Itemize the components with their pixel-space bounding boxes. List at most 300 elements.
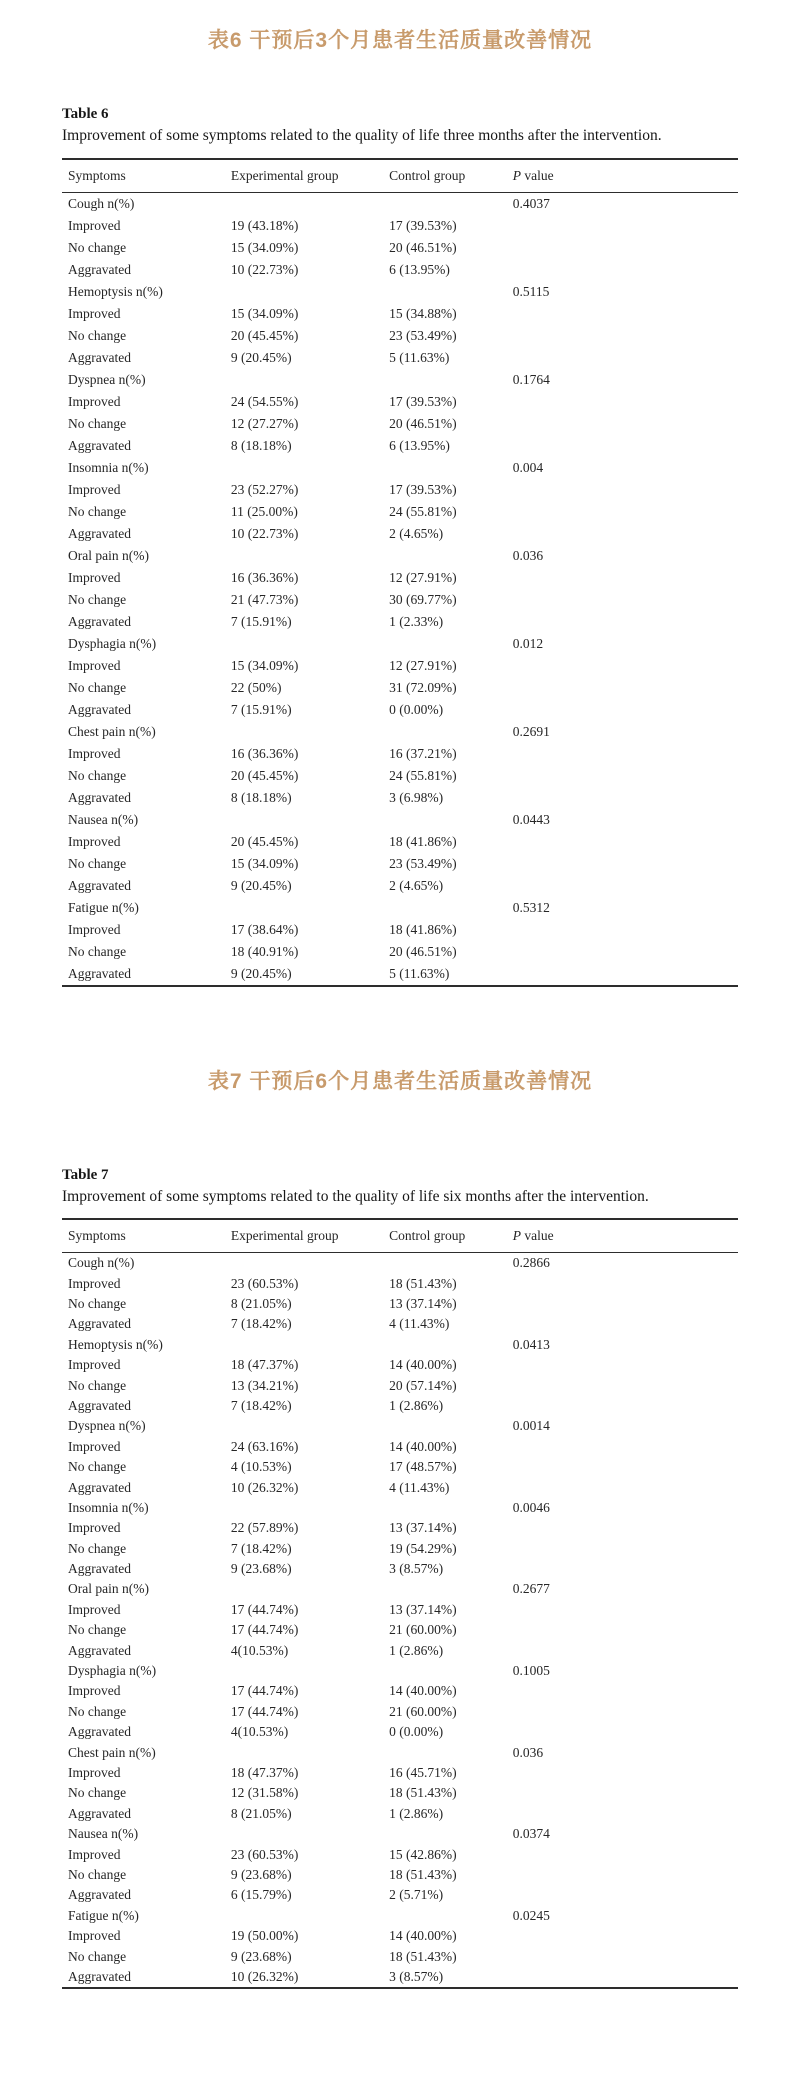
outcome-label-cell: Aggravated <box>68 1561 131 1577</box>
experimental-value-cell: 8 (18.18%) <box>230 789 292 805</box>
experimental-value-cell: 23 (52.27%) <box>230 481 299 497</box>
symptom-outcome-row <box>62 1396 738 1416</box>
symptom-name-cell: Fatigue n(%) <box>68 1907 139 1923</box>
symptom-outcome-row <box>62 1681 738 1701</box>
symptom-name-cell: Nausea n(%) <box>68 1826 139 1842</box>
experimental-value-cell: 15 (34.09%) <box>230 305 299 321</box>
symptom-outcome-row <box>62 479 738 501</box>
outcome-label-cell: No change <box>68 679 127 695</box>
control-value-cell: 19 (54.29%) <box>389 1540 457 1556</box>
control-value-cell: 1 (2.86%) <box>389 1642 444 1658</box>
symptom-outcome-row <box>62 1355 738 1375</box>
control-value-cell <box>383 721 507 743</box>
p-value-cell <box>507 963 738 986</box>
outcome-label-cell: No change <box>68 1540 127 1556</box>
control-value-cell <box>383 1498 507 1518</box>
experimental-value-cell: 9 (20.45%) <box>230 965 292 981</box>
outcome-label-cell: No change <box>68 1785 127 1801</box>
symptom-name-cell: Oral pain n(%) <box>68 547 149 563</box>
outcome-label-cell: Improved <box>68 305 121 321</box>
experimental-value-cell: 4 (10.53%) <box>230 1459 292 1475</box>
symptom-name-cell: Fatigue n(%) <box>68 899 139 915</box>
table6-caption: Improvement of some symptoms related to the quality of life three months after the intervention. <box>62 127 662 144</box>
p-value-cell <box>507 743 738 765</box>
outcome-label-cell: No change <box>68 591 127 607</box>
column-header-control: Control group <box>383 1219 507 1253</box>
symptom-group-row <box>62 1906 738 1926</box>
experimental-value-cell: 8 (18.18%) <box>230 437 292 453</box>
outcome-label-cell: Improved <box>68 569 121 585</box>
symptom-outcome-row <box>62 1967 738 1988</box>
control-value-cell: 17 (39.53%) <box>389 393 457 409</box>
outcome-label-cell: No change <box>68 767 127 783</box>
table6-symptoms-table <box>62 158 738 987</box>
outcome-label-cell: No change <box>68 855 127 871</box>
p-value-cell <box>507 1681 738 1701</box>
symptom-outcome-row <box>62 1376 738 1396</box>
control-value-cell: 18 (51.43%) <box>389 1948 457 1964</box>
control-value-cell: 3 (8.57%) <box>389 1561 444 1577</box>
symptom-outcome-row <box>62 853 738 875</box>
symptom-outcome-row <box>62 567 738 589</box>
outcome-label-cell: Improved <box>68 1846 121 1862</box>
experimental-value-cell: 4(10.53%) <box>230 1724 289 1740</box>
experimental-value-cell: 13 (34.21%) <box>230 1377 299 1393</box>
experimental-value-cell <box>225 1579 383 1599</box>
symptom-outcome-row <box>62 501 738 523</box>
control-value-cell: 17 (39.53%) <box>389 481 457 497</box>
control-value-cell <box>383 457 507 479</box>
symptom-name-cell: Dysphagia n(%) <box>68 635 157 651</box>
symptom-outcome-row <box>62 1437 738 1457</box>
symptom-name-cell: Dyspnea n(%) <box>68 371 146 387</box>
experimental-value-cell: 10 (22.73%) <box>230 261 299 277</box>
experimental-value-cell: 19 (50.00%) <box>230 1928 299 1944</box>
p-value-cell <box>507 1804 738 1824</box>
column-header-symptoms: Symptoms <box>62 159 225 193</box>
experimental-value-cell: 9 (23.68%) <box>230 1866 292 1882</box>
experimental-value-cell: 9 (20.45%) <box>230 877 292 893</box>
symptom-name-cell: Nausea n(%) <box>68 811 139 827</box>
control-value-cell: 14 (40.00%) <box>389 1683 457 1699</box>
outcome-label-cell: Improved <box>68 481 121 497</box>
outcome-label-cell: No change <box>68 415 127 431</box>
control-value-cell: 24 (55.81%) <box>389 767 457 783</box>
p-value-cell <box>507 787 738 809</box>
experimental-value-cell <box>225 369 383 391</box>
experimental-value-cell: 20 (45.45%) <box>230 833 299 849</box>
p-value-cell: 0.5312 <box>512 899 550 915</box>
p-value-cell <box>507 941 738 963</box>
table6-label: Table 6 <box>62 106 109 122</box>
experimental-value-cell: 22 (57.89%) <box>230 1520 299 1536</box>
p-value-cell <box>507 413 738 435</box>
symptom-outcome-row <box>62 237 738 259</box>
symptom-outcome-row <box>62 1620 738 1640</box>
symptom-outcome-row <box>62 347 738 369</box>
experimental-value-cell: 12 (27.27%) <box>230 415 299 431</box>
control-value-cell: 31 (72.09%) <box>389 679 457 695</box>
symptom-group-row <box>62 721 738 743</box>
outcome-label-cell: Aggravated <box>68 789 131 805</box>
p-value-cell: 0.004 <box>512 459 544 475</box>
symptom-outcome-row <box>62 589 738 611</box>
outcome-label-cell: No change <box>68 1459 127 1475</box>
outcome-label-cell: No change <box>68 503 127 519</box>
symptom-outcome-row <box>62 215 738 237</box>
experimental-value-cell <box>225 1498 383 1518</box>
column-header-pvalue: P value <box>507 1219 738 1253</box>
symptom-group-row <box>62 1579 738 1599</box>
symptom-name-cell: Cough n(%) <box>68 1255 135 1271</box>
outcome-label-cell: Aggravated <box>68 349 131 365</box>
outcome-label-cell: No change <box>68 327 127 343</box>
symptom-outcome-row <box>62 1926 738 1946</box>
outcome-label-cell: Improved <box>68 217 121 233</box>
table6-header-row <box>62 159 738 193</box>
control-value-cell: 14 (40.00%) <box>389 1928 457 1944</box>
p-value-cell <box>507 523 738 545</box>
control-value-cell: 13 (37.14%) <box>389 1520 457 1536</box>
symptom-name-cell: Dyspnea n(%) <box>68 1418 146 1434</box>
experimental-value-cell <box>225 897 383 919</box>
p-value-cell <box>507 391 738 413</box>
symptom-outcome-row <box>62 699 738 721</box>
control-value-cell: 23 (53.49%) <box>389 855 457 871</box>
control-value-cell: 21 (60.00%) <box>389 1703 457 1719</box>
p-value-cell <box>507 1600 738 1620</box>
table7-label: Table 7 <box>62 1166 109 1183</box>
p-value-cell: 0.0046 <box>512 1499 550 1515</box>
experimental-value-cell <box>225 721 383 743</box>
control-value-cell: 21 (60.00%) <box>389 1622 457 1638</box>
control-value-cell: 14 (40.00%) <box>389 1438 457 1454</box>
control-value-cell <box>383 1906 507 1926</box>
p-value-cell <box>507 1396 738 1416</box>
experimental-value-cell: 18 (40.91%) <box>230 943 299 959</box>
outcome-label-cell: Aggravated <box>68 1316 131 1332</box>
control-value-cell: 3 (8.57%) <box>389 1968 444 1984</box>
control-value-cell: 5 (11.63%) <box>389 965 450 981</box>
column-header-symptoms: Symptoms <box>62 1219 225 1253</box>
control-value-cell <box>383 281 507 303</box>
outcome-label-cell: Improved <box>68 1357 121 1373</box>
experimental-value-cell: 7 (18.42%) <box>230 1540 292 1556</box>
outcome-label-cell: Aggravated <box>68 965 131 981</box>
control-value-cell: 13 (37.14%) <box>389 1296 457 1311</box>
p-value-cell <box>507 1967 738 1988</box>
table7-body <box>62 1253 738 1989</box>
experimental-value-cell: 17 (44.74%) <box>230 1703 299 1719</box>
p-value-cell <box>507 215 738 237</box>
p-value-cell <box>507 501 738 523</box>
experimental-value-cell: 15 (34.09%) <box>230 855 299 871</box>
control-value-cell: 1 (2.86%) <box>389 1805 444 1821</box>
control-value-cell <box>383 1579 507 1599</box>
outcome-label-cell: Aggravated <box>68 1968 131 1984</box>
experimental-value-cell: 9 (23.68%) <box>230 1948 292 1964</box>
outcome-label-cell: No change <box>68 1866 127 1882</box>
outcome-label-cell: No change <box>68 1948 127 1964</box>
symptom-name-cell: Insomnia n(%) <box>68 459 149 475</box>
p-value-cell: 0.0374 <box>512 1826 550 1842</box>
experimental-value-cell: 7 (18.42%) <box>230 1397 292 1413</box>
p-value-cell <box>507 1947 738 1967</box>
p-value-cell: 0.1764 <box>512 371 550 387</box>
control-value-cell: 0 (0.00%) <box>389 1724 444 1740</box>
experimental-value-cell: 12 (31.58%) <box>230 1785 299 1801</box>
symptom-outcome-row <box>62 391 738 413</box>
outcome-label-cell: Improved <box>68 745 121 761</box>
experimental-value-cell: 10 (26.32%) <box>230 1968 299 1984</box>
control-value-cell <box>383 633 507 655</box>
outcome-label-cell: No change <box>68 1377 127 1393</box>
p-value-cell <box>507 237 738 259</box>
control-value-cell: 5 (11.63%) <box>389 349 450 365</box>
symptom-outcome-row <box>62 303 738 325</box>
control-value-cell: 2 (4.65%) <box>389 525 444 541</box>
symptom-outcome-row <box>62 655 738 677</box>
experimental-value-cell: 7 (18.42%) <box>230 1316 292 1332</box>
control-value-cell: 1 (2.33%) <box>389 613 444 629</box>
symptom-outcome-row <box>62 435 738 457</box>
outcome-label-cell: Aggravated <box>68 701 131 717</box>
experimental-value-cell: 18 (47.37%) <box>230 1764 299 1780</box>
experimental-value-cell: 8 (21.05%) <box>230 1805 292 1821</box>
control-value-cell: 16 (37.21%) <box>389 745 457 761</box>
experimental-value-cell <box>225 1416 383 1436</box>
control-value-cell <box>383 1661 507 1681</box>
control-value-cell: 2 (5.71%) <box>389 1887 444 1903</box>
outcome-label-cell: No change <box>68 1703 127 1719</box>
outcome-label-cell: Improved <box>68 1764 121 1780</box>
control-value-cell <box>383 897 507 919</box>
p-value-cell: 0.0245 <box>512 1907 550 1923</box>
experimental-value-cell <box>225 1743 383 1763</box>
symptom-outcome-row <box>62 875 738 897</box>
outcome-label-cell: Improved <box>68 1275 121 1291</box>
outcome-label-cell: Aggravated <box>68 525 131 541</box>
outcome-label-cell: Improved <box>68 1601 121 1617</box>
control-value-cell: 20 (46.51%) <box>389 943 457 959</box>
experimental-value-cell <box>225 545 383 567</box>
symptom-name-cell: Oral pain n(%) <box>68 1581 149 1597</box>
p-value-cell <box>507 1620 738 1640</box>
outcome-label-cell: Aggravated <box>68 1642 131 1658</box>
control-value-cell: 4 (11.43%) <box>389 1479 450 1495</box>
symptom-outcome-row <box>62 787 738 809</box>
table7-caption: Improvement of some symptoms related to the quality of life six months after the intervention. <box>62 1187 649 1205</box>
symptom-group-row <box>62 281 738 303</box>
control-value-cell: 6 (13.95%) <box>389 437 450 453</box>
experimental-value-cell <box>225 281 383 303</box>
p-value-cell <box>507 611 738 633</box>
control-value-cell: 20 (46.51%) <box>389 415 457 431</box>
outcome-label-cell: Aggravated <box>68 877 131 893</box>
p-value-cell <box>507 1926 738 1946</box>
symptom-outcome-row <box>62 1845 738 1865</box>
control-value-cell <box>383 192 507 215</box>
p-value-cell <box>507 1457 738 1477</box>
experimental-value-cell: 18 (47.37%) <box>230 1357 299 1373</box>
experimental-value-cell <box>225 1906 383 1926</box>
control-value-cell <box>383 1824 507 1844</box>
control-value-cell: 30 (69.77%) <box>389 591 457 607</box>
control-value-cell: 1 (2.86%) <box>389 1397 444 1413</box>
experimental-value-cell: 15 (34.09%) <box>230 657 299 673</box>
table7-section <box>62 1167 738 1990</box>
symptom-name-cell: Chest pain n(%) <box>68 723 156 739</box>
symptom-group-row <box>62 545 738 567</box>
symptom-group-row <box>62 369 738 391</box>
control-value-cell: 18 (51.43%) <box>389 1785 457 1801</box>
table6-chinese-heading: 表6 干预后3个月患者生活质量改善情况 <box>207 29 593 52</box>
p-value-cell <box>507 325 738 347</box>
symptom-outcome-row <box>62 259 738 281</box>
control-value-cell: 15 (42.86%) <box>389 1846 457 1862</box>
experimental-value-cell: 15 (34.09%) <box>230 239 299 255</box>
p-value-cell: 0.1005 <box>512 1663 550 1679</box>
experimental-value-cell <box>225 1824 383 1844</box>
experimental-value-cell: 6 (15.79%) <box>230 1887 292 1903</box>
experimental-value-cell: 10 (26.32%) <box>230 1479 299 1495</box>
p-value-cell <box>507 1539 738 1559</box>
outcome-label-cell: No change <box>68 239 127 255</box>
outcome-label-cell: Improved <box>68 1928 121 1944</box>
experimental-value-cell: 10 (22.73%) <box>230 525 299 541</box>
symptom-outcome-row <box>62 1783 738 1803</box>
p-value-cell <box>507 1376 738 1396</box>
control-value-cell: 20 (57.14%) <box>389 1377 457 1393</box>
outcome-label-cell: Improved <box>68 1683 121 1699</box>
outcome-label-cell: Improved <box>68 657 121 673</box>
p-value-cell <box>507 1314 738 1334</box>
p-value-cell <box>507 1763 738 1783</box>
outcome-label-cell: No change <box>68 1296 127 1311</box>
p-value-cell: 0.2677 <box>512 1581 550 1597</box>
p-value-cell: 0.0014 <box>512 1418 550 1434</box>
experimental-value-cell <box>225 633 383 655</box>
experimental-value-cell: 16 (36.36%) <box>230 745 299 761</box>
outcome-label-cell: Aggravated <box>68 1805 131 1821</box>
p-value-cell: 0.012 <box>512 635 544 651</box>
p-value-cell <box>507 1559 738 1579</box>
symptom-outcome-row <box>62 1600 738 1620</box>
symptom-outcome-row <box>62 1702 738 1722</box>
p-value-cell <box>507 303 738 325</box>
p-value-cell <box>507 435 738 457</box>
control-value-cell: 23 (53.49%) <box>389 327 457 343</box>
symptom-name-cell: Chest pain n(%) <box>68 1744 156 1760</box>
experimental-value-cell: 19 (43.18%) <box>230 217 299 233</box>
p-value-cell <box>507 831 738 853</box>
symptom-outcome-row <box>62 1722 738 1742</box>
symptom-outcome-row <box>62 413 738 435</box>
symptom-outcome-row <box>62 677 738 699</box>
symptom-outcome-row <box>62 1641 738 1661</box>
symptom-outcome-row <box>62 1947 738 1967</box>
experimental-value-cell: 17 (38.64%) <box>230 921 299 937</box>
p-value-cell <box>507 1641 738 1661</box>
symptom-outcome-row <box>62 963 738 986</box>
p-value-cell <box>507 1478 738 1498</box>
outcome-label-cell: No change <box>68 943 127 959</box>
symptom-group-row <box>62 1661 738 1681</box>
outcome-label-cell: Aggravated <box>68 1479 131 1495</box>
p-value-cell <box>507 1294 738 1314</box>
p-value-cell <box>507 1845 738 1865</box>
control-value-cell <box>383 809 507 831</box>
outcome-label-cell: No change <box>68 1622 127 1638</box>
control-value-cell: 16 (45.71%) <box>389 1764 457 1780</box>
symptom-group-row <box>62 1498 738 1518</box>
p-value-cell: 0.2691 <box>512 723 550 739</box>
p-value-cell <box>507 347 738 369</box>
symptom-group-row <box>62 897 738 919</box>
control-value-cell <box>383 1416 507 1436</box>
outcome-label-cell: Improved <box>68 393 121 409</box>
experimental-value-cell <box>225 192 383 215</box>
control-value-cell: 0 (0.00%) <box>389 701 444 717</box>
symptom-outcome-row <box>62 1804 738 1824</box>
p-value-cell <box>507 567 738 589</box>
control-value-cell: 17 (48.57%) <box>389 1459 457 1475</box>
control-value-cell: 12 (27.91%) <box>389 569 457 585</box>
symptom-outcome-row <box>62 765 738 787</box>
experimental-value-cell: 4(10.53%) <box>230 1642 289 1658</box>
p-value-cell: 0.4037 <box>512 195 550 211</box>
p-value-cell <box>507 919 738 941</box>
outcome-label-cell: Improved <box>68 921 121 937</box>
symptom-outcome-row <box>62 611 738 633</box>
experimental-value-cell: 23 (60.53%) <box>230 1275 299 1291</box>
p-value-cell: 0.036 <box>512 547 544 563</box>
p-value-cell: 0.036 <box>512 1744 544 1760</box>
p-value-cell <box>507 677 738 699</box>
p-value-cell: 0.5115 <box>512 283 550 299</box>
experimental-value-cell: 11 (25.00%) <box>230 503 298 519</box>
experimental-value-cell: 21 (47.73%) <box>230 591 299 607</box>
symptom-outcome-row <box>62 1314 738 1334</box>
p-value-cell <box>507 853 738 875</box>
symptom-name-cell: Hemoptysis n(%) <box>68 1336 163 1352</box>
p-value-cell <box>507 259 738 281</box>
symptom-outcome-row <box>62 1763 738 1783</box>
experimental-value-cell: 16 (36.36%) <box>230 569 299 585</box>
experimental-value-cell: 20 (45.45%) <box>230 327 299 343</box>
experimental-value-cell: 22 (50%) <box>230 679 282 695</box>
experimental-value-cell: 9 (20.45%) <box>230 349 292 365</box>
column-header-experimental: Experimental group <box>225 159 383 193</box>
outcome-label-cell: Aggravated <box>68 613 131 629</box>
symptom-name-cell: Dysphagia n(%) <box>68 1663 157 1679</box>
outcome-label-cell: Improved <box>68 1520 121 1536</box>
control-value-cell: 3 (6.98%) <box>389 789 444 805</box>
control-value-cell <box>383 1335 507 1355</box>
outcome-label-cell: Improved <box>68 833 121 849</box>
control-value-cell <box>383 1743 507 1763</box>
experimental-value-cell <box>225 809 383 831</box>
table6-body <box>62 192 738 986</box>
experimental-value-cell <box>225 1661 383 1681</box>
symptom-outcome-row <box>62 919 738 941</box>
p-value-cell <box>507 589 738 611</box>
p-value-cell <box>507 479 738 501</box>
symptom-outcome-row <box>62 523 738 545</box>
symptom-group-row <box>62 1743 738 1763</box>
control-value-cell: 12 (27.91%) <box>389 657 457 673</box>
outcome-label-cell: Aggravated <box>68 1397 131 1413</box>
